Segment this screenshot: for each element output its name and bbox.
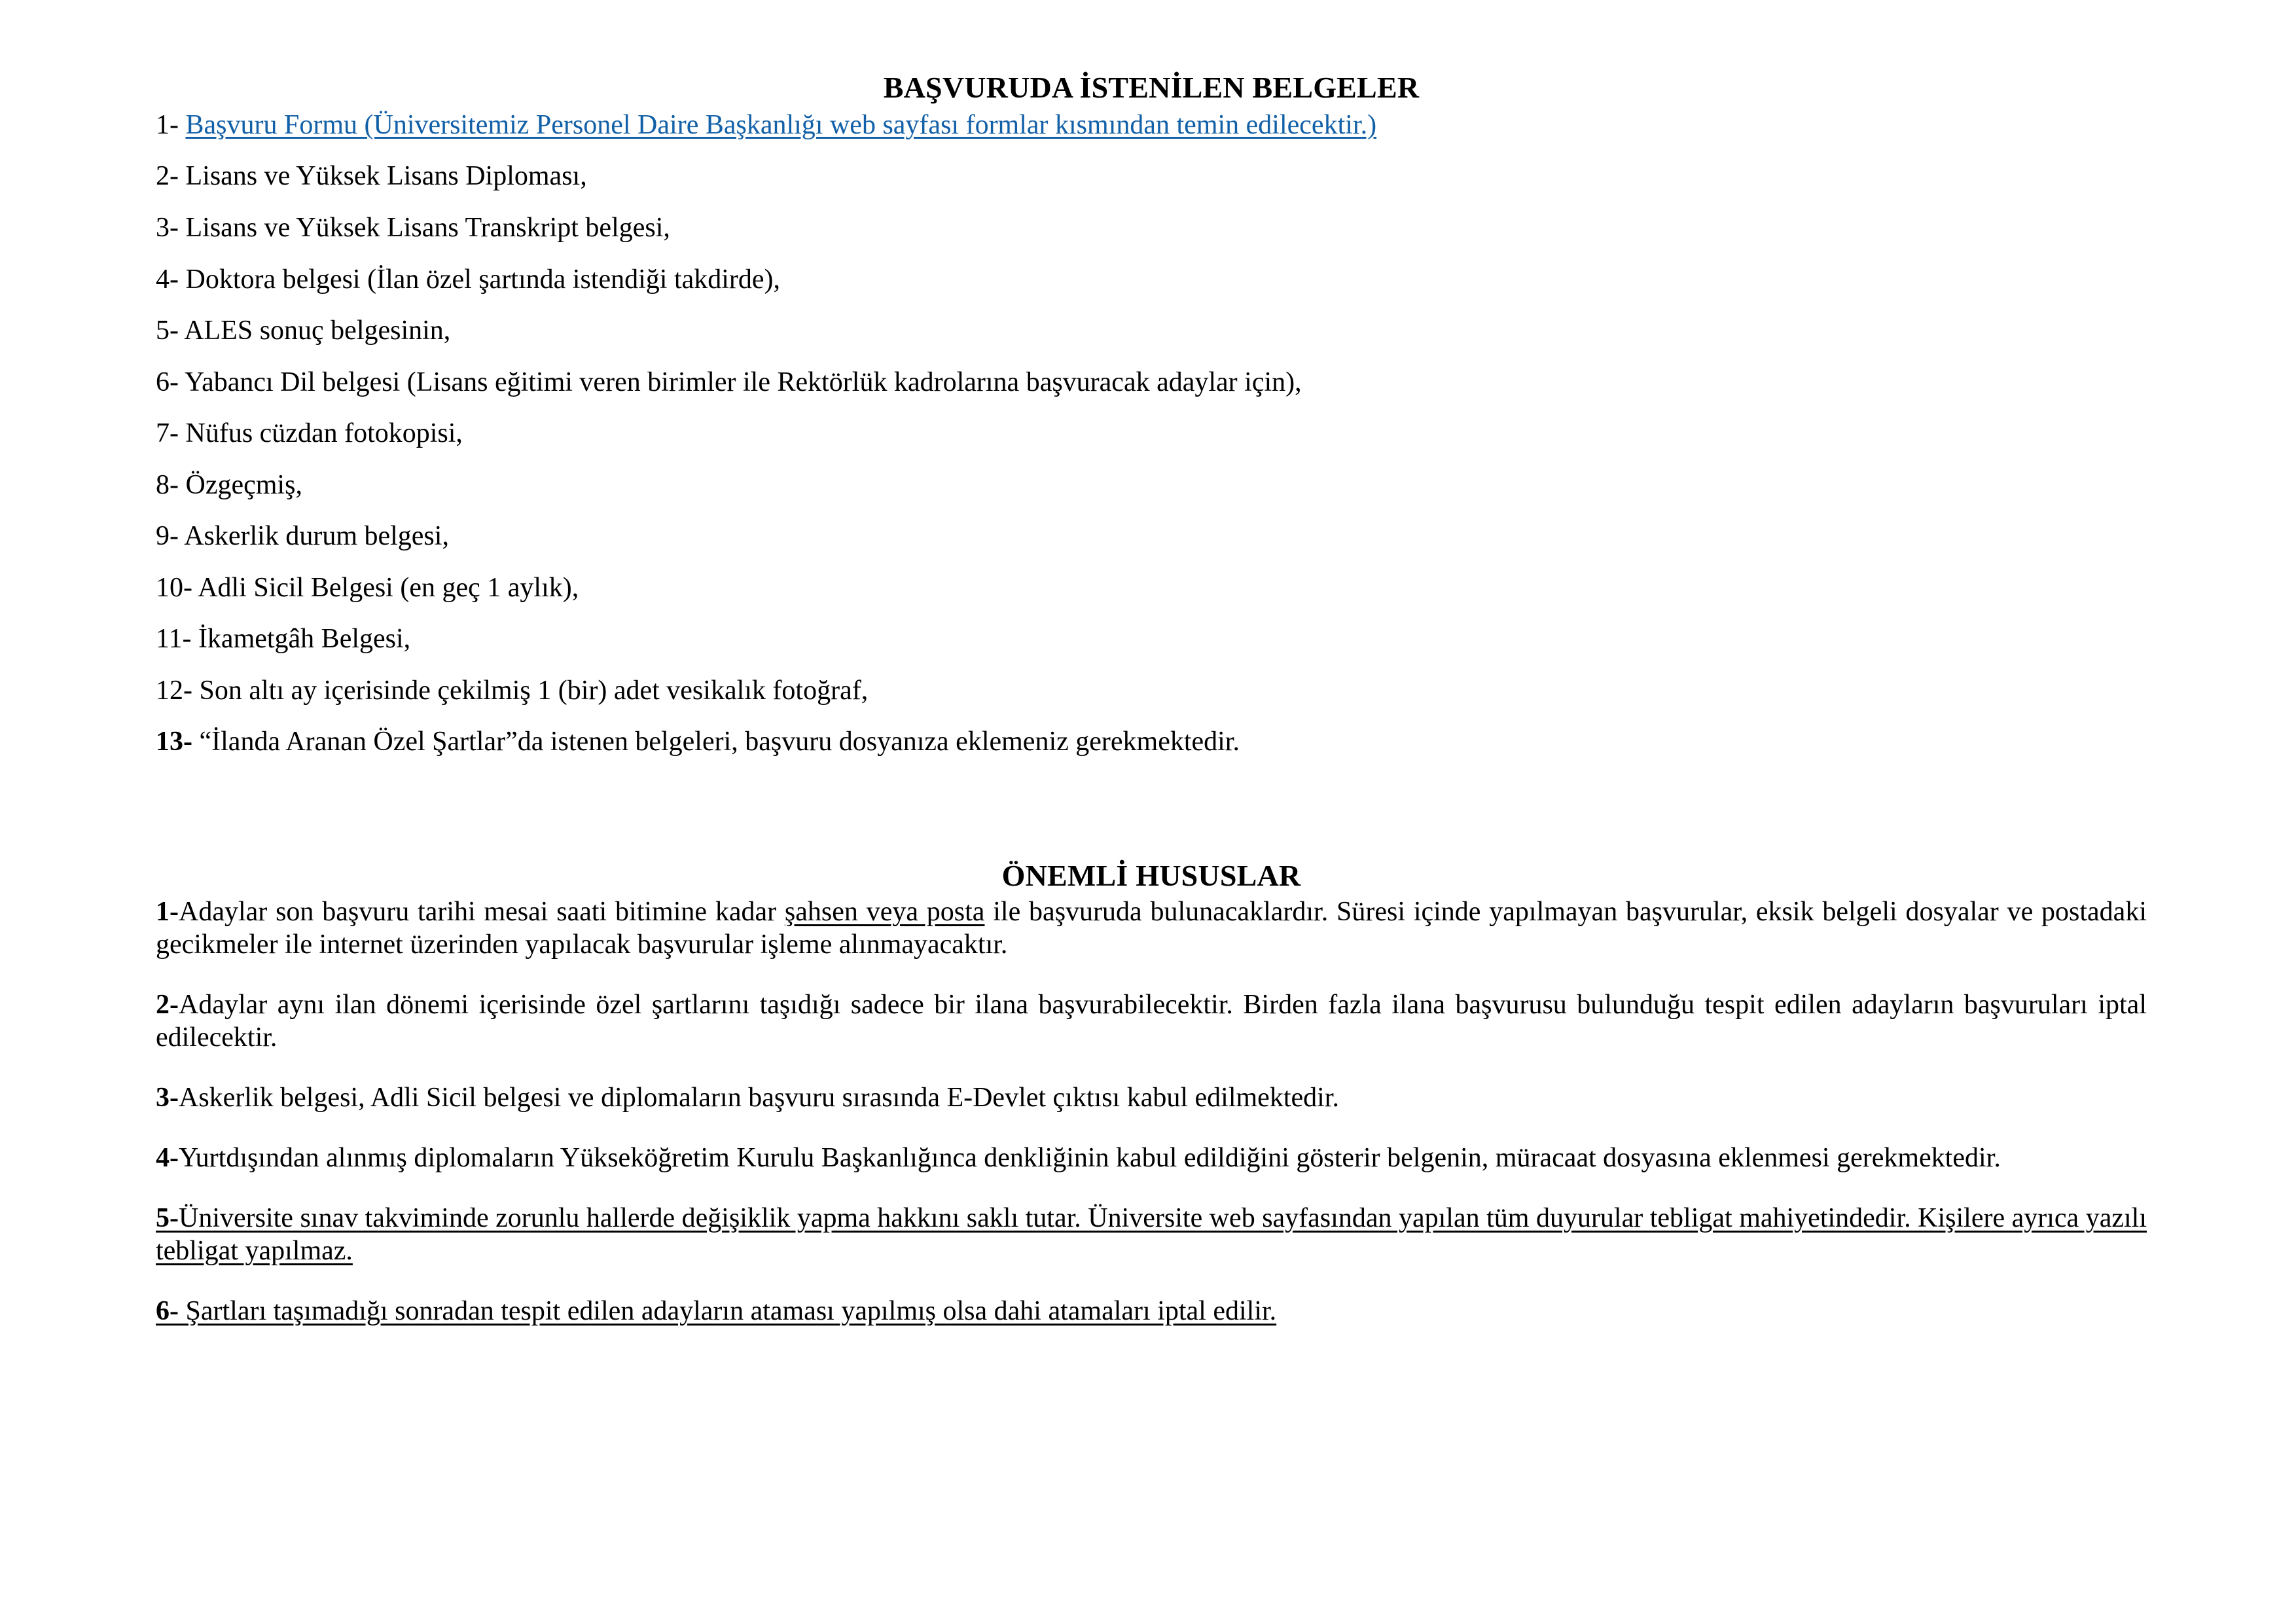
list-item-marker: 2-: [156, 161, 179, 192]
note-underlined-phrase: şahsen veya posta: [784, 896, 985, 927]
list-item-label: Askerlik durum belgesi,: [184, 521, 449, 552]
note-marker: 6-: [156, 1295, 179, 1326]
list-item-marker: 1-: [156, 109, 179, 140]
note-text: Şartları taşımadığı sonradan tespit edilen adayların ataması yapılmış olsa dahi atamaları iptal edilir.: [179, 1295, 1277, 1326]
application-form-link[interactable]: Başvuru Formu (Üniversitemiz Personel Daire Başkanlığı web sayfası formlar kısmından temin edilecektir.): [185, 109, 1377, 140]
list-item-marker: 8-: [156, 469, 179, 500]
list-item-label: Yabancı Dil belgesi (Lisans eğitimi veren birimler ile Rektörlük kadrolarına başvuracak adaylar için),: [184, 367, 1302, 397]
list-item-marker: 13-: [156, 727, 192, 757]
note-text: Adaylar aynı ilan dönemi içerisinde özel şartlarını taşıdığı sadece bir ilana başvurabilecektir. Birden fazla ilana başvurusu bulunduğu tespit edilen adayların başvuruları iptal edilecektir.: [156, 989, 2147, 1053]
note-paragraph: [156, 1082, 2147, 1115]
list-item-marker: 3-: [156, 212, 179, 243]
list-item: [156, 469, 2147, 502]
list-item-marker: 6-: [156, 367, 179, 397]
list-item-label: Lisans ve Yüksek Lisans Transkript belgesi,: [185, 212, 670, 243]
note-text: Askerlik belgesi, Adli Sicil belgesi ve diplomaların başvuru sırasında E-Devlet çıktısı kabul edilmektedir.: [179, 1082, 1339, 1113]
note-marker: 4-: [156, 1142, 179, 1173]
page-title: BAŞVURUDA İSTENİLEN BELGELER: [883, 71, 1420, 104]
list-item-label: Son altı ay içerisinde çekilmiş 1 (bir) adet vesikalık fotoğraf,: [199, 675, 869, 706]
note-marker: 1-: [156, 896, 179, 927]
important-notes-title: ÖNEMLİ HUSUSLAR: [1001, 859, 1301, 892]
list-item-marker: 4-: [156, 264, 179, 295]
list-item-label: “İlanda Aranan Özel Şartlar”da istenen belgeleri, başvuru dosyanıza eklemeniz gerekmektedir.: [199, 727, 1240, 757]
note-text: [156, 897, 2147, 960]
list-item: [156, 726, 2147, 759]
list-item: [156, 367, 2147, 399]
list-item: [156, 418, 2147, 450]
list-item-label: Lisans ve Yüksek Lisans Diploması,: [185, 161, 587, 192]
list-item-label: Doktora belgesi (İlan özel şartında istendiği takdirde),: [185, 264, 781, 295]
list-item: [156, 520, 2147, 553]
list-item-label: İkametgâh Belgesi,: [198, 624, 411, 655]
note-text: Üniversite sınav takviminde zorunlu hallerde değişiklik yapma hakkını saklı tutar. Üniversite web sayfasından yapılan tüm duyurular tebligat mahiyetindedir. Kişilere ayrıca yazılı tebligat yapılmaz.: [156, 1202, 2147, 1266]
note-paragraph: [156, 1202, 2147, 1268]
list-item: [156, 315, 2147, 348]
note-paragraph: [156, 1142, 2147, 1175]
list-item-marker: 12-: [156, 675, 192, 706]
list-item: [156, 212, 2147, 245]
list-item-marker: 9-: [156, 521, 179, 552]
note-text: Yurtdışından alınmış diplomaların Yükseköğretim Kurulu Başkanlığınca denkliğinin kabul edildiğini gösterir belgenin, müracaat dosyasına eklenmesi gerekmektedir.: [179, 1142, 2001, 1173]
list-item: [156, 160, 2147, 193]
note-marker: 5-: [156, 1202, 179, 1233]
list-item: [156, 623, 2147, 656]
section-spacer: [156, 778, 2147, 859]
list-item-label: Nüfus cüzdan fotokopisi,: [185, 418, 463, 449]
list-item-marker: 11-: [156, 624, 192, 655]
list-item: [156, 675, 2147, 708]
list-item-marker: 10-: [156, 572, 192, 603]
list-item-marker: 5-: [156, 316, 179, 346]
note-marker: 2-: [156, 989, 179, 1020]
required-documents-list: [156, 109, 2147, 759]
important-notes-list: [156, 896, 2147, 1328]
document-content: [156, 71, 2147, 1328]
list-item-label: Adli Sicil Belgesi (en geç 1 aylık),: [198, 572, 579, 603]
list-item-label: Özgeçmiş,: [185, 469, 302, 500]
list-item: [156, 264, 2147, 297]
note-marker: 3-: [156, 1082, 179, 1113]
note-text-after: ile başvuruda bulunacaklardır. Süresi içinde yapılmayan başvurular, eksik belgeli dosyalar ve postadaki gecikmeler ile internet üzerinden yapılacak başvurular işleme alınmayacaktır.: [156, 896, 2147, 960]
note-text-before: Adaylar son başvuru tarihi mesai saati bitimine kadar: [179, 896, 785, 927]
list-item-label: ALES sonuç belgesinin,: [184, 316, 451, 346]
note-paragraph: [156, 989, 2147, 1055]
list-item: [156, 572, 2147, 605]
note-paragraph: [156, 1295, 2147, 1328]
note-paragraph: [156, 896, 2147, 962]
list-item: [156, 109, 2147, 142]
list-item-marker: 7-: [156, 418, 179, 449]
